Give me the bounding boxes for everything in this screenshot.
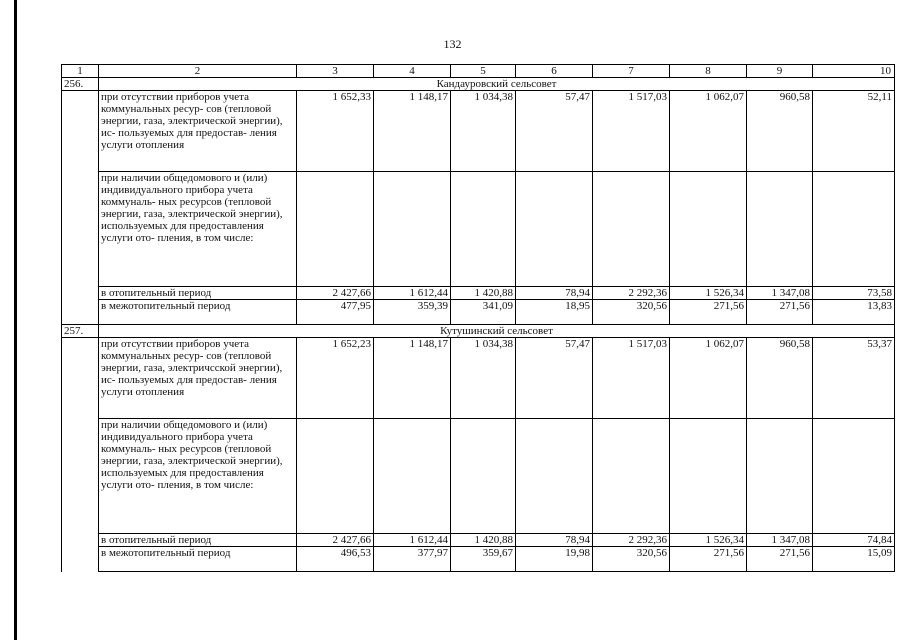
value-cell: 1 062,07 — [670, 338, 747, 419]
value-cell: 271,56 — [670, 300, 747, 325]
value-cell: 1 347,08 — [747, 287, 813, 300]
code-cell — [62, 547, 99, 572]
value-cell: 53,37 — [813, 338, 895, 419]
value-cell — [747, 419, 813, 534]
row-label: в отопительный период — [99, 287, 297, 300]
row-label: в межотопительный период — [99, 547, 297, 572]
value-cell: 320,56 — [593, 300, 670, 325]
code-cell — [62, 172, 99, 287]
table-row — [62, 287, 895, 300]
header-cell: 7 — [593, 65, 670, 78]
page-number: 132 — [443, 37, 462, 51]
header-cell: 4 — [374, 65, 451, 78]
value-cell: 1 148,17 — [374, 338, 451, 419]
value-cell: 1 652,33 — [297, 91, 374, 172]
value-cell: 19,98 — [516, 547, 593, 572]
value-cell — [297, 419, 374, 534]
header-cell: 2 — [99, 65, 297, 78]
value-cell: 1 517,03 — [593, 338, 670, 419]
value-cell: 320,56 — [593, 547, 670, 572]
value-cell — [593, 419, 670, 534]
value-cell: 377,97 — [374, 547, 451, 572]
header-row — [62, 65, 895, 78]
code-cell — [62, 287, 99, 300]
section-title: Кутушинский сельсовет — [99, 325, 895, 338]
table-row — [62, 172, 895, 287]
value-cell: 2 427,66 — [297, 534, 374, 547]
header-cell: 5 — [451, 65, 516, 78]
value-cell: 1 034,38 — [451, 338, 516, 419]
tariff-table — [61, 64, 895, 572]
section-row — [62, 78, 895, 91]
value-cell — [297, 172, 374, 287]
table-row — [62, 547, 895, 572]
table-row — [62, 419, 895, 534]
table-row — [62, 300, 895, 325]
table-row — [62, 534, 895, 547]
binding-edge — [14, 0, 17, 640]
value-cell: 52,11 — [813, 91, 895, 172]
value-cell: 73,58 — [813, 287, 895, 300]
value-cell: 1 062,07 — [670, 91, 747, 172]
value-cell: 2 292,36 — [593, 287, 670, 300]
value-cell: 496,53 — [297, 547, 374, 572]
value-cell: 18,95 — [516, 300, 593, 325]
code-cell — [62, 338, 99, 419]
table-row — [62, 338, 895, 419]
code-cell — [62, 91, 99, 172]
row-label: при наличии общедомового и (или) индивидуального прибора учета коммуналь- ных ресурсов (тепловой энергии, газа, электрической энергии), используемых для предоставления услуги ото- пления, в том числе: — [99, 172, 297, 287]
value-cell: 1 420,88 — [451, 534, 516, 547]
value-cell: 1 148,17 — [374, 91, 451, 172]
code-cell — [62, 300, 99, 325]
value-cell — [451, 172, 516, 287]
row-label: при отсутствии приборов учета коммунальных ресур- сов (тепловой энергии, газа, электрической энергии), ис- пользуемых для предостав- ления услуги отопления — [99, 91, 297, 172]
value-cell: 1 612,44 — [374, 534, 451, 547]
value-cell: 341,09 — [451, 300, 516, 325]
value-cell: 57,47 — [516, 338, 593, 419]
value-cell — [813, 419, 895, 534]
header-cell: 6 — [516, 65, 593, 78]
value-cell: 1 034,38 — [451, 91, 516, 172]
value-cell: 2 292,36 — [593, 534, 670, 547]
value-cell: 1 420,88 — [451, 287, 516, 300]
header-cell: 3 — [297, 65, 374, 78]
value-cell — [451, 419, 516, 534]
value-cell — [516, 172, 593, 287]
section-code: 257. — [62, 325, 99, 338]
value-cell — [747, 172, 813, 287]
value-cell: 359,67 — [451, 547, 516, 572]
value-cell: 78,94 — [516, 287, 593, 300]
section-title: Кандауровский сельсовет — [99, 78, 895, 91]
value-cell — [813, 172, 895, 287]
value-cell: 477,95 — [297, 300, 374, 325]
value-cell: 78,94 — [516, 534, 593, 547]
value-cell: 57,47 — [516, 91, 593, 172]
row-label: при наличии общедомового и (или) индивидуального прибора учета коммуналь- ных ресурсов (тепловой энергии, газа, электрической энергии), используемых для предоставления услуги ото- пления, в том числе: — [99, 419, 297, 534]
section-code: 256. — [62, 78, 99, 91]
row-label: в межотопительный период — [99, 300, 297, 325]
value-cell: 2 427,66 — [297, 287, 374, 300]
value-cell: 271,56 — [670, 547, 747, 572]
header-cell: 9 — [747, 65, 813, 78]
value-cell: 1 652,23 — [297, 338, 374, 419]
value-cell: 74,84 — [813, 534, 895, 547]
row-label: в отопительный период — [99, 534, 297, 547]
value-cell: 359,39 — [374, 300, 451, 325]
code-cell — [62, 419, 99, 534]
value-cell — [516, 419, 593, 534]
section-row — [62, 325, 895, 338]
value-cell: 1 517,03 — [593, 91, 670, 172]
value-cell: 960,58 — [747, 91, 813, 172]
value-cell — [670, 172, 747, 287]
row-label: при отсутствии приборов учета коммунальных ресур- сов (тепловой энергии, газа, электричсской энергии), ис- пользуемых для предостав- ления услуги отопления — [99, 338, 297, 419]
value-cell: 271,56 — [747, 300, 813, 325]
table-row — [62, 91, 895, 172]
value-cell: 1 347,08 — [747, 534, 813, 547]
value-cell — [670, 419, 747, 534]
value-cell: 1 526,34 — [670, 534, 747, 547]
value-cell: 15,09 — [813, 547, 895, 572]
value-cell: 13,83 — [813, 300, 895, 325]
value-cell — [374, 419, 451, 534]
header-cell: 10 — [813, 65, 895, 78]
header-cell: 1 — [62, 65, 99, 78]
value-cell: 271,56 — [747, 547, 813, 572]
value-cell: 1 612,44 — [374, 287, 451, 300]
value-cell: 960,58 — [747, 338, 813, 419]
value-cell — [593, 172, 670, 287]
code-cell — [62, 534, 99, 547]
header-cell: 8 — [670, 65, 747, 78]
value-cell — [374, 172, 451, 287]
value-cell: 1 526,34 — [670, 287, 747, 300]
